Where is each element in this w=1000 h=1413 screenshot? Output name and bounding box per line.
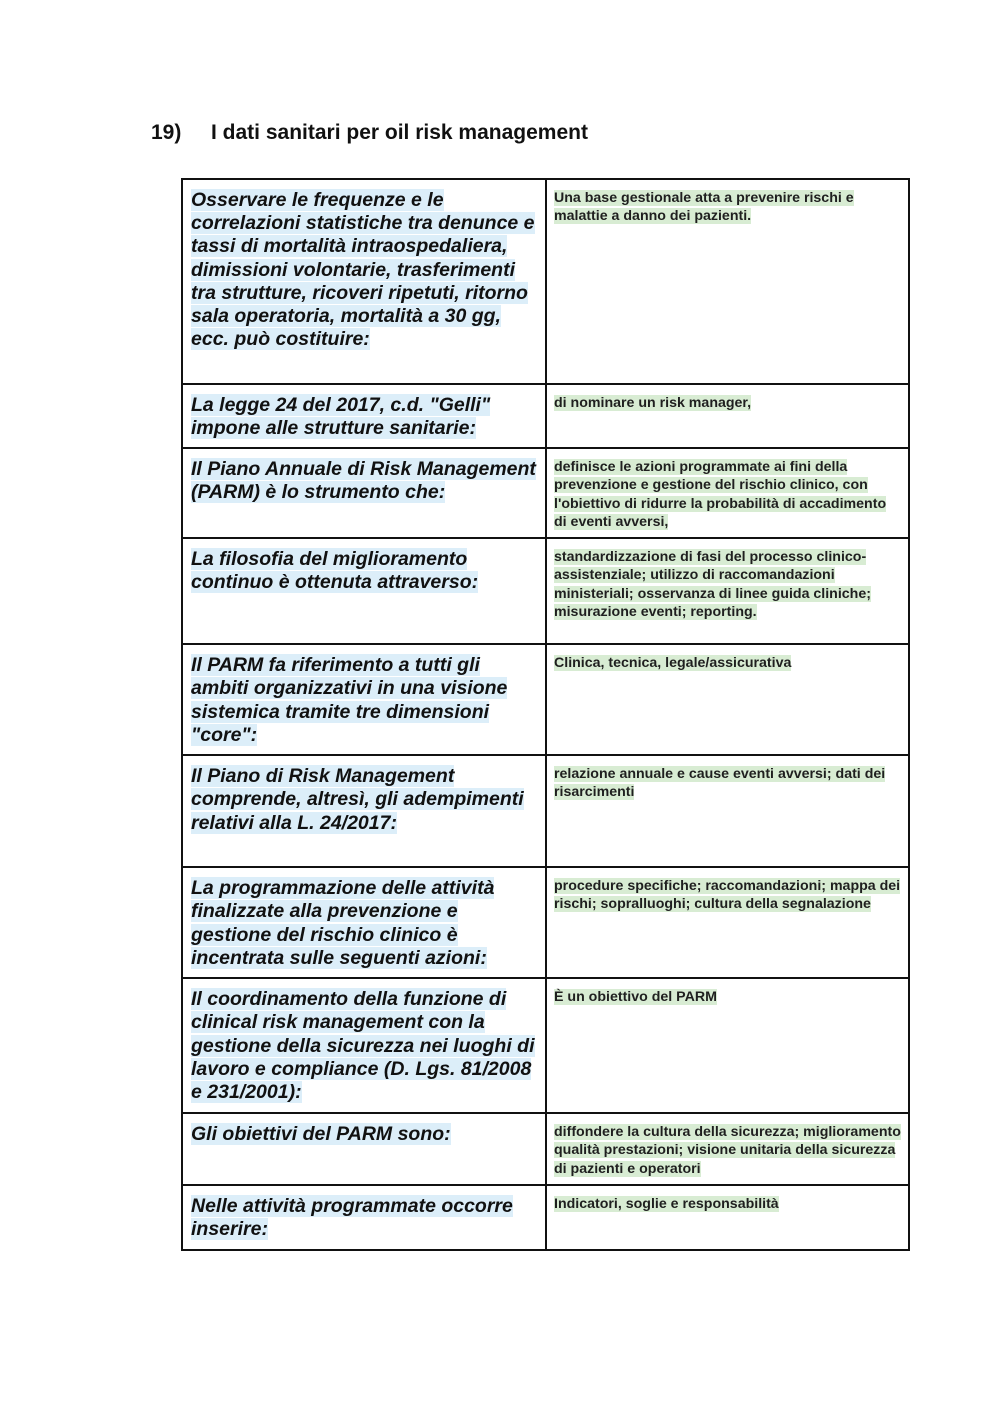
question-text: La legge 24 del 2017, c.d. "Gelli" impone alle strutture sanitarie: [191,394,491,440]
table-row [182,978,909,1113]
answer-text: procedure specifiche; raccomandazioni; mappa dei rischi; sopralluoghi; cultura della segnalazione [554,878,901,913]
answer-cell [546,384,909,448]
question-cell [182,1113,546,1185]
answer-text: di nominare un risk manager, [554,395,752,411]
question-cell [182,755,546,867]
answer-cell [546,1185,909,1250]
answer-text: diffondere la cultura della sicurezza; miglioramento qualità prestazioni; visione unitaria della sicurezza di pazienti e operatori [554,1124,901,1177]
table-row [182,644,909,755]
section-title: I dati sanitari per oil risk management [211,121,588,144]
qa-table [181,178,910,1251]
answer-text: definisce le azioni programmate ai fini della prevenzione e gestione del rischio clinico, con l'obiettivo di ridurre la probabilità di accadimento di eventi avversi, [554,459,887,530]
question-text: Osservare le frequenze e le correlazioni statistiche tra denunce e tassi di mortalità intraospedaliera, dimissioni volontarie, trasferimenti tra strutture, ricoveri ripetuti, ritorno sala operatoria, mortalità a 30 gg, ecc. può costituire: [191,189,535,351]
question-text: La filosofia del miglioramento continuo è ottenuta attraverso: [191,548,479,594]
answer-cell [546,755,909,867]
section-heading [151,121,588,145]
answer-text: standardizzazione di fasi del processo clinico-assistenziale; utilizzo di raccomandazioni ministeriali; osservanza di linee guida cliniche; misurazione eventi; reporting. [554,549,871,621]
answer-cell [546,867,909,978]
question-cell [182,538,546,644]
question-cell [182,1185,546,1250]
question-cell [182,384,546,448]
table-row [182,1185,909,1250]
question-text: Il coordinamento della funzione di clinical risk management con la gestione della sicurezza nei luoghi di lavoro e compliance (D. Lgs. 81/2008 e 231/2001): [191,988,535,1103]
question-cell [182,448,546,538]
answer-text: È un obiettivo del PARM [554,989,717,1006]
question-text: Il Piano Annuale di Risk Management (PARM) è lo strumento che: [191,458,536,504]
question-text: Il PARM fa riferimento a tutti gli ambiti organizzativi in una visione sistemica tramite tre dimensioni "core": [191,654,508,746]
section-number: 19) [151,121,182,144]
answer-text: Una base gestionale atta a prevenire rischi e malattie a danno dei pazienti. [554,190,854,225]
table-row [182,384,909,448]
answer-cell [546,1113,909,1185]
table-row [182,755,909,867]
answer-cell [546,448,909,538]
question-cell [182,978,546,1113]
question-text: Gli obiettivi del PARM sono: [191,1123,451,1146]
question-cell [182,644,546,755]
table-row [182,179,909,384]
answer-text: Clinica, tecnica, legale/assicurativa [554,655,792,672]
question-text: Il Piano di Risk Management comprende, altresì, gli adempimenti relativi alla L. 24/2017: [191,765,524,834]
question-cell [182,179,546,384]
answer-cell [546,538,909,644]
table-row [182,448,909,538]
answer-cell [546,644,909,755]
answer-cell [546,978,909,1113]
table-row [182,538,909,644]
answer-text: Indicatori, soglie e responsabilità [554,1196,779,1213]
answer-cell [546,179,909,384]
question-text: La programmazione delle attività finalizzate alla prevenzione e gestione del rischio clinico è incentrata sulle seguenti azioni: [191,877,495,969]
question-cell [182,867,546,978]
answer-text: relazione annuale e cause eventi avversi; dati dei risarcimenti [554,766,886,801]
table-row [182,867,909,978]
table-row [182,1113,909,1185]
question-text: Nelle attività programmate occorre inserire: [191,1195,513,1241]
